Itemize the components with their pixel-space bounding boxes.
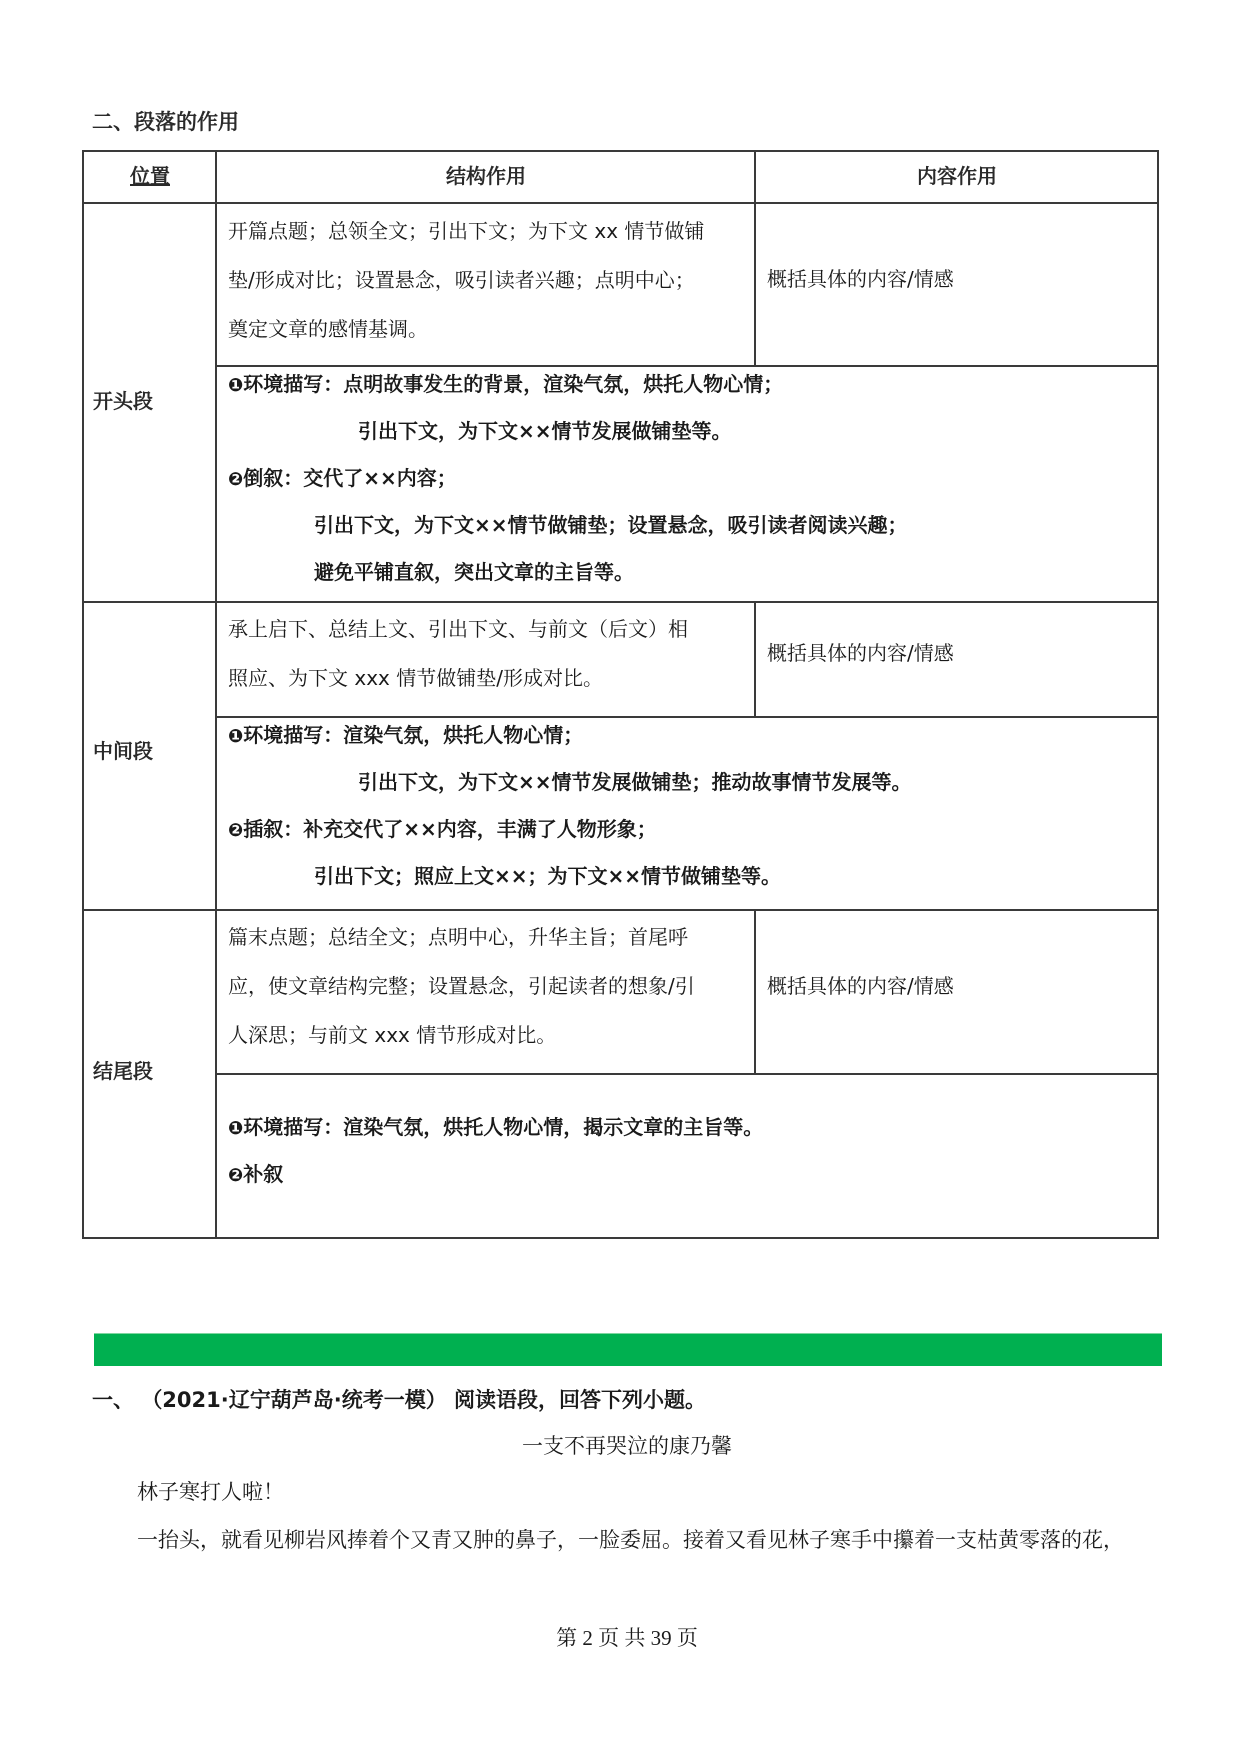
header-content: 内容作用 — [917, 164, 997, 188]
story-paragraph: 林子寒打人啦！ — [137, 1480, 284, 1504]
structure-line: 开篇点题；总领全文；引出下文；为下文 xx 情节做铺 — [228, 219, 705, 243]
table-border-left — [82, 150, 84, 1239]
technique-line: 引出下文；照应上文××；为下文××情节做铺垫等。 — [314, 864, 782, 888]
circled-number-icon: ❶ — [228, 1118, 244, 1139]
technique-line: ❶环境描写：点明故事发生的背景，渲染气氛，烘托人物心情； — [228, 372, 784, 396]
circled-number-icon: ❶ — [228, 726, 244, 747]
row2-row3-divider — [82, 909, 1159, 911]
row-opening-structure — [228, 207, 748, 354]
circled-number-icon: ❶ — [228, 375, 244, 396]
header-position: 位置 — [130, 164, 170, 188]
question-source: （2021·辽宁葫芦岛·统考一模） — [141, 1388, 447, 1412]
technique-line: 引出下文，为下文××情节做铺垫；设置悬念，吸引读者阅读兴趣； — [314, 513, 908, 537]
col2-divider-row2 — [754, 601, 756, 717]
story-title: 一支不再哭泣的康乃馨 — [522, 1434, 732, 1458]
row-middle-content: 概括具体的内容/情感 — [767, 641, 954, 665]
row3-sub-divider — [216, 1073, 1159, 1075]
row1-row2-divider — [82, 601, 1159, 603]
technique-line: ❶环境描写：渲染气氛，烘托人物心情； — [228, 723, 584, 747]
table-border-bottom — [82, 1237, 1159, 1239]
question-instruction: 阅读语段，回答下列小题。 — [454, 1388, 707, 1412]
row-middle-structure — [228, 605, 748, 703]
row-ending-content: 概括具体的内容/情感 — [767, 974, 954, 998]
col2-divider-row1 — [754, 202, 756, 366]
page-footer: 第 2 页 共 39 页 — [556, 1626, 698, 1650]
story-paragraph: 一抬头，就看见柳岩风捧着个又青又肿的鼻子，一脸委屈。接着又看见林子寒手中攥着一支枯黄零落的花， — [137, 1528, 1124, 1552]
col1-divider — [215, 150, 217, 1239]
circled-number-icon: ❷ — [228, 1165, 244, 1186]
technique-line: 引出下文，为下文××情节发展做铺垫；推动故事情节发展等。 — [358, 770, 912, 794]
table-border-top — [82, 150, 1159, 152]
structure-line: 人深思；与前文 xxx 情节形成对比。 — [228, 1023, 557, 1047]
structure-line: 篇末点题；总结全文；点明中心，升华主旨；首尾呼 — [228, 925, 688, 949]
technique-line: ❷倒叙：交代了××内容； — [228, 466, 457, 490]
section-divider-bar — [94, 1333, 1162, 1366]
section-title: 二、段落的作用 — [92, 110, 239, 134]
row-position-middle: 中间段 — [93, 739, 153, 763]
structure-line: 承上启下、总结上文、引出下文、与前文（后文）相 — [228, 617, 688, 641]
row1-sub-divider — [216, 365, 1159, 367]
technique-line: ❶环境描写：渲染气氛，烘托人物心情，揭示文章的主旨等。 — [228, 1115, 764, 1139]
technique-line: 避免平铺直叙，突出文章的主旨等。 — [314, 560, 634, 584]
circled-number-icon: ❷ — [228, 469, 244, 490]
row-position-opening: 开头段 — [93, 389, 153, 413]
question-heading — [92, 1384, 706, 1414]
technique-line: ❷插叙：补充交代了××内容，丰满了人物形象； — [228, 817, 657, 841]
row-ending-structure — [228, 913, 748, 1060]
structure-line: 照应、为下文 xxx 情节做铺垫/形成对比。 — [228, 666, 603, 690]
table-header-divider — [82, 202, 1159, 204]
structure-line: 应，使文章结构完整；设置悬念，引起读者的想象/引 — [228, 974, 695, 998]
question-number: 一、 — [92, 1388, 134, 1412]
row-position-ending: 结尾段 — [93, 1059, 153, 1083]
circled-number-icon: ❷ — [228, 820, 244, 841]
structure-line: 垫/形成对比；设置悬念，吸引读者兴趣；点明中心； — [228, 268, 695, 292]
header-structure: 结构作用 — [446, 164, 526, 188]
row-opening-content: 概括具体的内容/情感 — [767, 267, 954, 291]
technique-line: ❷补叙 — [228, 1162, 284, 1186]
row2-sub-divider — [216, 716, 1159, 718]
col2-divider-row3 — [754, 909, 756, 1074]
technique-line: 引出下文，为下文××情节发展做铺垫等。 — [358, 419, 732, 443]
table-border-right — [1157, 150, 1159, 1239]
structure-line: 奠定文章的感情基调。 — [228, 317, 428, 341]
